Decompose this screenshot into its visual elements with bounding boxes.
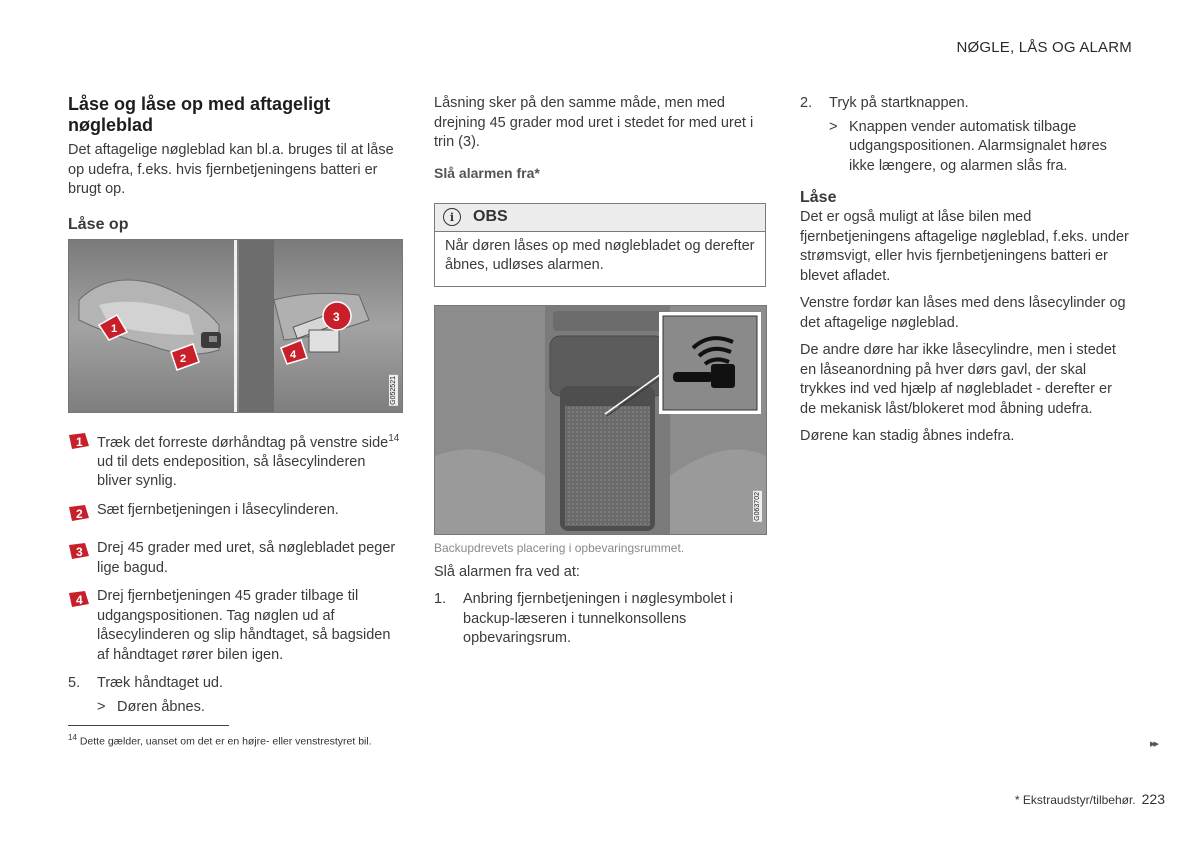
footnote-number: 14: [68, 733, 77, 742]
footnote-ref: 14: [388, 432, 400, 444]
step-4: 4 Drej fjernbetjeningen 45 grader tilbage til udgangspositionen. Tag nøglen ud af låsecylinderen og slip håndtaget, så bagsiden af håndtaget rører bilen igen.: [68, 587, 403, 665]
unlock-steps: [68, 429, 403, 718]
step-badge-2-icon: [68, 504, 90, 522]
intro-paragraph: Det aftagelige nøgleblad kan bl.a. bruges til at låse op udefra, f.eks. hvis fjernbetjeningens batteri er brugt op.: [68, 142, 394, 197]
figure-caption: Backupdrevets placering i opbevaringsrummet.: [434, 540, 685, 555]
step-5-result: > Døren åbnes.: [97, 698, 403, 718]
page-footer: [1015, 791, 1165, 807]
svg-text:4: 4: [290, 348, 297, 361]
svg-text:3: 3: [76, 545, 83, 560]
console-figure: [434, 305, 767, 535]
door-handle-illustration: [69, 240, 402, 412]
footnote: [68, 733, 372, 748]
svg-text:2: 2: [76, 506, 83, 521]
svg-text:4: 4: [76, 593, 83, 608]
svg-text:3: 3: [333, 309, 340, 324]
section-title: NØGLE, LÅS OG ALARM: [956, 39, 1132, 56]
column-left: [68, 94, 403, 717]
disarm-step-2-number: 2.: [800, 95, 813, 111]
column-right: [800, 94, 1132, 447]
continue-arrows-icon: ▸▸: [1150, 738, 1158, 750]
subheading-disarm-alarm: Slå alarmen fra*: [434, 164, 540, 181]
step-5-number: 5.: [68, 675, 81, 692]
column-middle: [434, 94, 766, 649]
disarm-step-1: 1. Anbring fjernbetjeningen i nøglesymbolet i backup-læseren i tunnelkonsollens opbevaringsrum.: [434, 591, 734, 646]
subheading-lock: Låse: [800, 189, 837, 206]
page-number: 223: [1141, 791, 1165, 807]
notice-header: [435, 204, 765, 232]
figure-code: G052521: [390, 375, 397, 405]
lock-paragraph-1: Det er også muligt at låse bilen med fjernbetjeningens aftagelige nøgleblad, f.eks. under strømsvigt, eller hvis fjernbetjeningens batteri er blevet afladet.: [800, 209, 1129, 284]
locking-paragraph: Låsning sker på den samme måde, men med drejning 45 grader mod uret i stedet for med uret i trin (3).: [434, 95, 754, 150]
footnote-divider: [68, 725, 229, 726]
step-1: 1 Træk det forreste dørhåndtag på venstre side$^{14}$ ud til dets endeposition, så låsecylinderen bliver synlig.: [68, 429, 403, 492]
notice-text: Når døren låses op med nøglebladet og derefter åbnes, udløses alarmen.: [445, 237, 755, 273]
step-badge-1-icon: [68, 432, 90, 450]
disarm-step-1-number: 1.: [434, 591, 447, 607]
door-handle-figure: [68, 239, 403, 413]
disarm-step-2: 2. Tryk på startknappen.: [800, 94, 1132, 114]
lock-paragraph-2: Venstre fordør kan låses med dens låsecylinder og det aftagelige nøgleblad.: [800, 295, 1126, 331]
disarm-lead: Slå alarmen fra ved at:: [434, 563, 580, 580]
step-5: 5. Træk håndtaget ud.: [68, 674, 403, 694]
svg-text:1: 1: [111, 322, 118, 335]
console-illustration: [435, 306, 766, 534]
main-heading: Låse og låse op med aftageligt nøgleblad: [68, 94, 331, 135]
figure-code: G063702: [754, 491, 761, 521]
result-arrow-icon: >: [829, 118, 838, 135]
svg-text:1: 1: [76, 434, 83, 449]
footer-note: * Ekstraudstyr/tilbehør.: [1014, 793, 1136, 807]
figure-badge-3: [323, 302, 351, 330]
result-arrow-icon: >: [97, 698, 106, 715]
notice-box: [434, 203, 766, 287]
step-3: 3 Drej 45 grader med uret, så nøglebladet peger lige bagud.: [68, 539, 403, 578]
step-2: 2 Sæt fjernbetjeningen i låsecylinderen.: [68, 501, 403, 521]
disarm-step-2-result: > Knappen vender automatisk tilbage udgangspositionen. Alarmsignalet høres ikke længere, og alarmen slås fra.: [829, 118, 1107, 174]
notice-label: OBS: [473, 208, 508, 225]
svg-text:2: 2: [180, 352, 187, 365]
step-badge-3-icon: [68, 542, 90, 560]
footnote-text: Dette gælder, uanset om det er en højre- eller venstrestyret bil.: [79, 735, 372, 748]
info-icon: i: [443, 208, 461, 226]
lock-paragraph-3: De andre døre har ikke låsecylindre, men i stedet en låseanordning på hver dørs gavl, der skal trykkes ind ved hjælp af nøglebladet - derefter er de mekanisk låst/blokeret mod åbning udefra.: [800, 342, 1116, 417]
subheading-unlock: Låse op: [68, 215, 129, 233]
step-badge-4-icon: [68, 590, 90, 608]
lock-paragraph-4: Dørene kan stadig åbnes indefra.: [800, 428, 1015, 444]
